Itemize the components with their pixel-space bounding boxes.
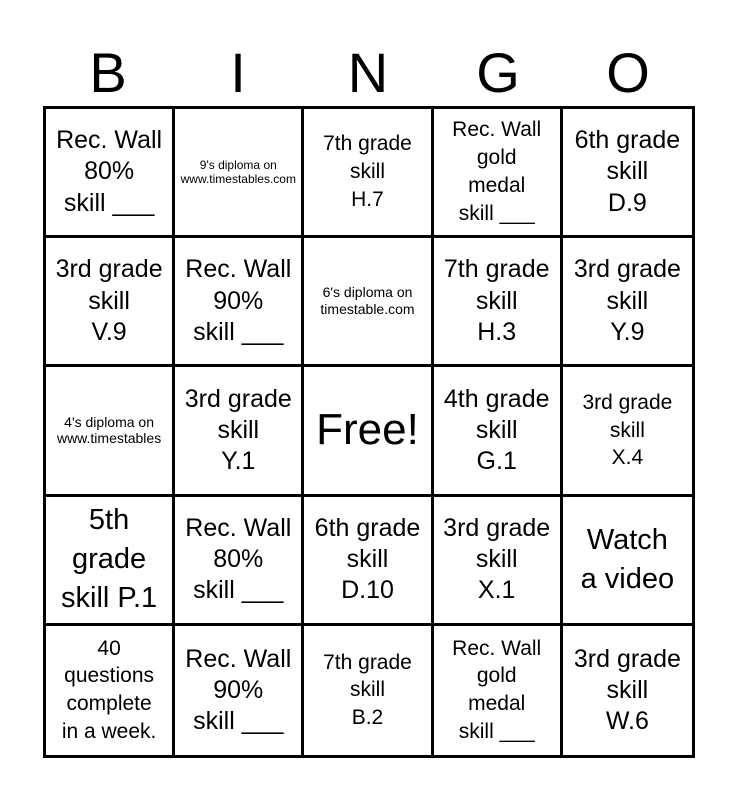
bingo-cell[interactable]: Rec. Wall 90% skill ___ [175,238,304,367]
header-letter-i: I [230,41,246,104]
bingo-cell[interactable]: 7th grade skill H.3 [434,238,563,367]
bingo-cell[interactable]: Watch a video [563,497,692,626]
bingo-cell[interactable]: 40 questions complete in a week. [46,626,175,755]
bingo-cell[interactable]: 6's diploma on timestable.com [304,238,433,367]
bingo-cell[interactable]: Rec. Wall 80% skill ___ [175,497,304,626]
header-letter-g: G [476,41,520,104]
bingo-cell[interactable]: 9's diploma on www.timestables.com [175,109,304,238]
header-letter-o: O [606,41,650,104]
bingo-cell[interactable]: Rec. Wall 90% skill ___ [175,626,304,755]
bingo-header [43,40,693,106]
bingo-cell[interactable]: 3rd grade skill W.6 [573,644,681,736]
bingo-cell[interactable]: Rec. Wall 80% skill ___ [46,109,175,238]
header-letter-b: B [89,41,127,104]
bingo-cell[interactable]: 4's diploma on www.timestables [46,367,175,496]
bingo-cell[interactable]: 5th grade skill P.1 [46,497,175,626]
bingo-cell[interactable]: 3rd grade skill V.9 [46,238,175,367]
bingo-cell[interactable]: 7th grade skill H.7 [304,109,433,238]
free-space-cell[interactable]: Free! [304,367,433,496]
bingo-cell[interactable]: 7th grade skill B.2 [304,626,433,755]
bingo-cell[interactable]: 3rd grade skill Y.1 [175,367,304,496]
bingo-cell[interactable]: 3rd grade skill X.4 [563,367,692,496]
bingo-board [43,106,695,758]
header-letter-n: N [347,41,389,104]
bingo-cell[interactable]: Rec. Wall gold medal skill ___ [434,109,563,238]
bingo-cell[interactable]: 3rd grade skill Y.9 [563,238,692,367]
bingo-cell[interactable]: Rec. Wall gold medal skill ___ [434,626,563,755]
bingo-cell[interactable]: 6th grade skill D.9 [563,109,692,238]
bingo-cell[interactable]: 4th grade skill G.1 [434,367,563,496]
bingo-cell[interactable]: 3rd grade skill X.1 [434,497,563,626]
bingo-cell[interactable]: 6th grade skill D.10 [304,497,433,626]
